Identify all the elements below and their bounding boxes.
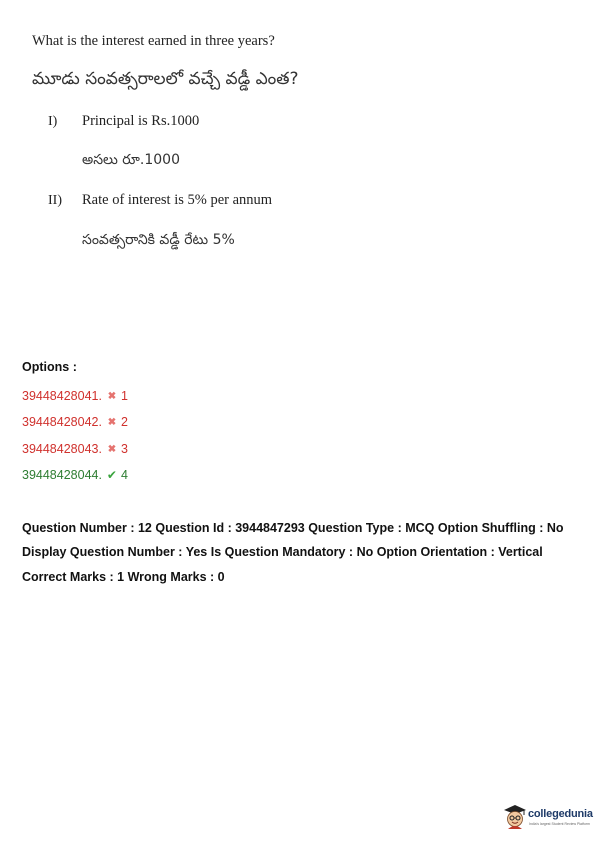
option-id: 39448428043. — [22, 442, 102, 456]
cross-icon: ✖ — [107, 443, 117, 455]
option-value: 1 — [120, 389, 128, 403]
option-item-2 — [22, 415, 128, 429]
question-english: What is the interest earned in three years? — [32, 33, 275, 49]
logo-tagline: India's largest Student Review Platform — [529, 822, 590, 826]
check-icon: ✔ — [106, 468, 117, 482]
question-telugu: మూడు సంవత్సరాలలో వచ్చే వడ్డీ ఎంత? — [32, 69, 299, 89]
option-item-1 — [22, 389, 128, 403]
cross-icon: ✖ — [107, 390, 117, 402]
statement-2-english: Rate of interest is 5% per annum — [82, 192, 273, 208]
collegedunia-logo — [503, 803, 591, 833]
statement-2-numeral: II) — [48, 193, 62, 208]
question-meta-line-1: Question Number : 12 Question Id : 3944847293 Question Type : MCQ Option Shuffling : No — [22, 521, 564, 535]
statement-2-telugu: సంవత్సరానికి వడ్డీ రేటు 5% — [82, 232, 235, 248]
logo-wordmark: collegedunia — [528, 808, 593, 820]
options-heading: Options : — [22, 360, 77, 374]
student-mascot-icon — [503, 804, 527, 830]
statement-1-numeral: I) — [48, 114, 58, 129]
statement-1-english: Principal is Rs.1000 — [82, 113, 200, 129]
cross-icon: ✖ — [107, 416, 117, 428]
question-meta-line-2: Display Question Number : Yes Is Question Mandatory : No Option Orientation : Vertical — [22, 545, 543, 559]
option-item-3 — [22, 442, 128, 456]
option-value: 2 — [120, 415, 128, 429]
question-meta-line-3: Correct Marks : 1 Wrong Marks : 0 — [22, 570, 225, 584]
option-id: 39448428044. — [22, 468, 102, 482]
option-id: 39448428041. — [22, 389, 102, 403]
option-value: 3 — [120, 442, 128, 456]
option-value: 4 — [120, 468, 128, 482]
option-id: 39448428042. — [22, 415, 102, 429]
option-item-4 — [22, 468, 128, 482]
statement-1-telugu: అసలు రూ.1000 — [82, 152, 180, 168]
